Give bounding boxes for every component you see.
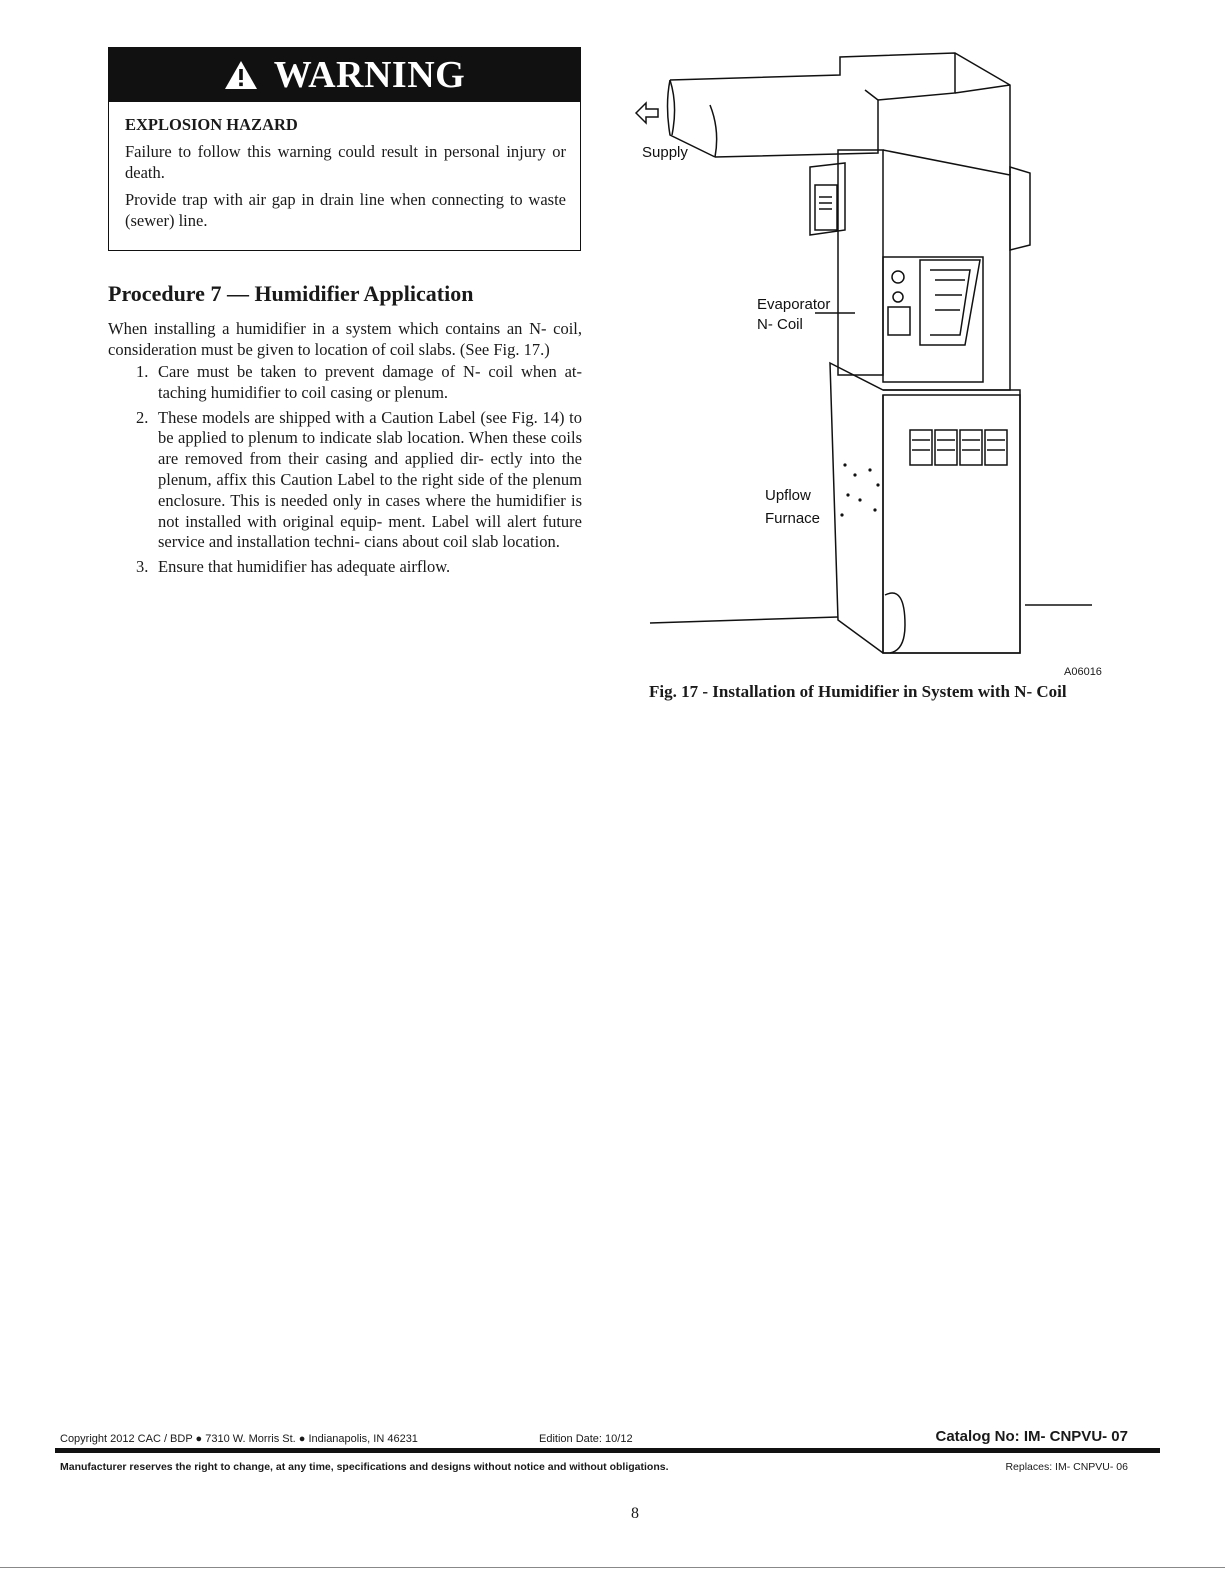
warning-title: WARNING: [273, 54, 466, 96]
hazard-heading: EXPLOSION HAZARD: [125, 115, 298, 134]
warning-text-1: Failure to follow this warning could result in personal injury or death.: [125, 142, 566, 182]
warning-text-2: Provide trap with air gap in drain line when connecting to waste (sewer) line.: [125, 190, 566, 230]
procedure-title: Procedure 7 — Humidifier Application: [108, 281, 474, 306]
evaporator-label: Evaporator: [757, 296, 831, 313]
procedure-intro: When installing a humidifier in a system which contains an N- coil, consideration must be given to location of coil slabs. (See Fig. 17.): [108, 319, 582, 359]
humidifier-installation-drawing: [620, 45, 1120, 665]
step-number: 3.: [136, 557, 149, 577]
warning-box: [108, 47, 581, 251]
catalog-number: Catalog No: IM- CNPVU- 07: [935, 1428, 1128, 1445]
list-item: [108, 408, 582, 554]
supply-label: Supply: [642, 144, 688, 161]
step-text: These models are shipped with a Caution Label (see Fig. 14) to be applied to plenum to indicate slab location. When these coils are removed from their casing and applied dir- ectly into the plenum, affix this Caution Label to the right side of the plenum enclosure. This is needed only in cases where the humidifier is not installed with original equip- ment. Label will alert future service and installation techni- cians about coil slab location.: [158, 407, 582, 552]
step-text: Care must be taken to prevent damage of N- coil when at- taching humidifier to coil casing or plenum.: [158, 362, 582, 402]
furnace-label: Furnace: [765, 510, 821, 527]
warning-header: [109, 48, 580, 102]
warning-triangle-icon: [224, 60, 258, 90]
step-number: 2.: [136, 407, 149, 427]
figure-code: A06016: [1064, 666, 1102, 678]
copyright: Copyright 2012 CAC / BDP ● 7310 W. Morris St. ● Indianapolis, IN 46231: [60, 1433, 418, 1445]
disclaimer: Manufacturer reserves the right to change, at any time, specifications and designs without notice and without obligations.: [60, 1461, 669, 1473]
procedure-steps: [108, 362, 582, 582]
step-text: Ensure that humidifier has adequate airflow.: [158, 557, 451, 577]
warning-body: [109, 102, 580, 231]
bottom-divider: [0, 1567, 1225, 1568]
step-number: 1.: [136, 362, 149, 381]
footer-divider: [55, 1448, 1160, 1453]
list-item: [108, 362, 582, 404]
replaces-catalog: Replaces: IM- CNPVU- 06: [1005, 1461, 1128, 1473]
page-number: 8: [631, 1505, 639, 1522]
list-item: [108, 557, 582, 578]
upflow-label: Upflow: [765, 487, 811, 504]
ncoil-label: N- Coil: [757, 316, 803, 333]
figure-17: [620, 45, 1120, 665]
figure-caption: Fig. 17 - Installation of Humidifier in System with N- Coil: [649, 682, 1067, 701]
edition-date: Edition Date: 10/12: [539, 1433, 633, 1445]
